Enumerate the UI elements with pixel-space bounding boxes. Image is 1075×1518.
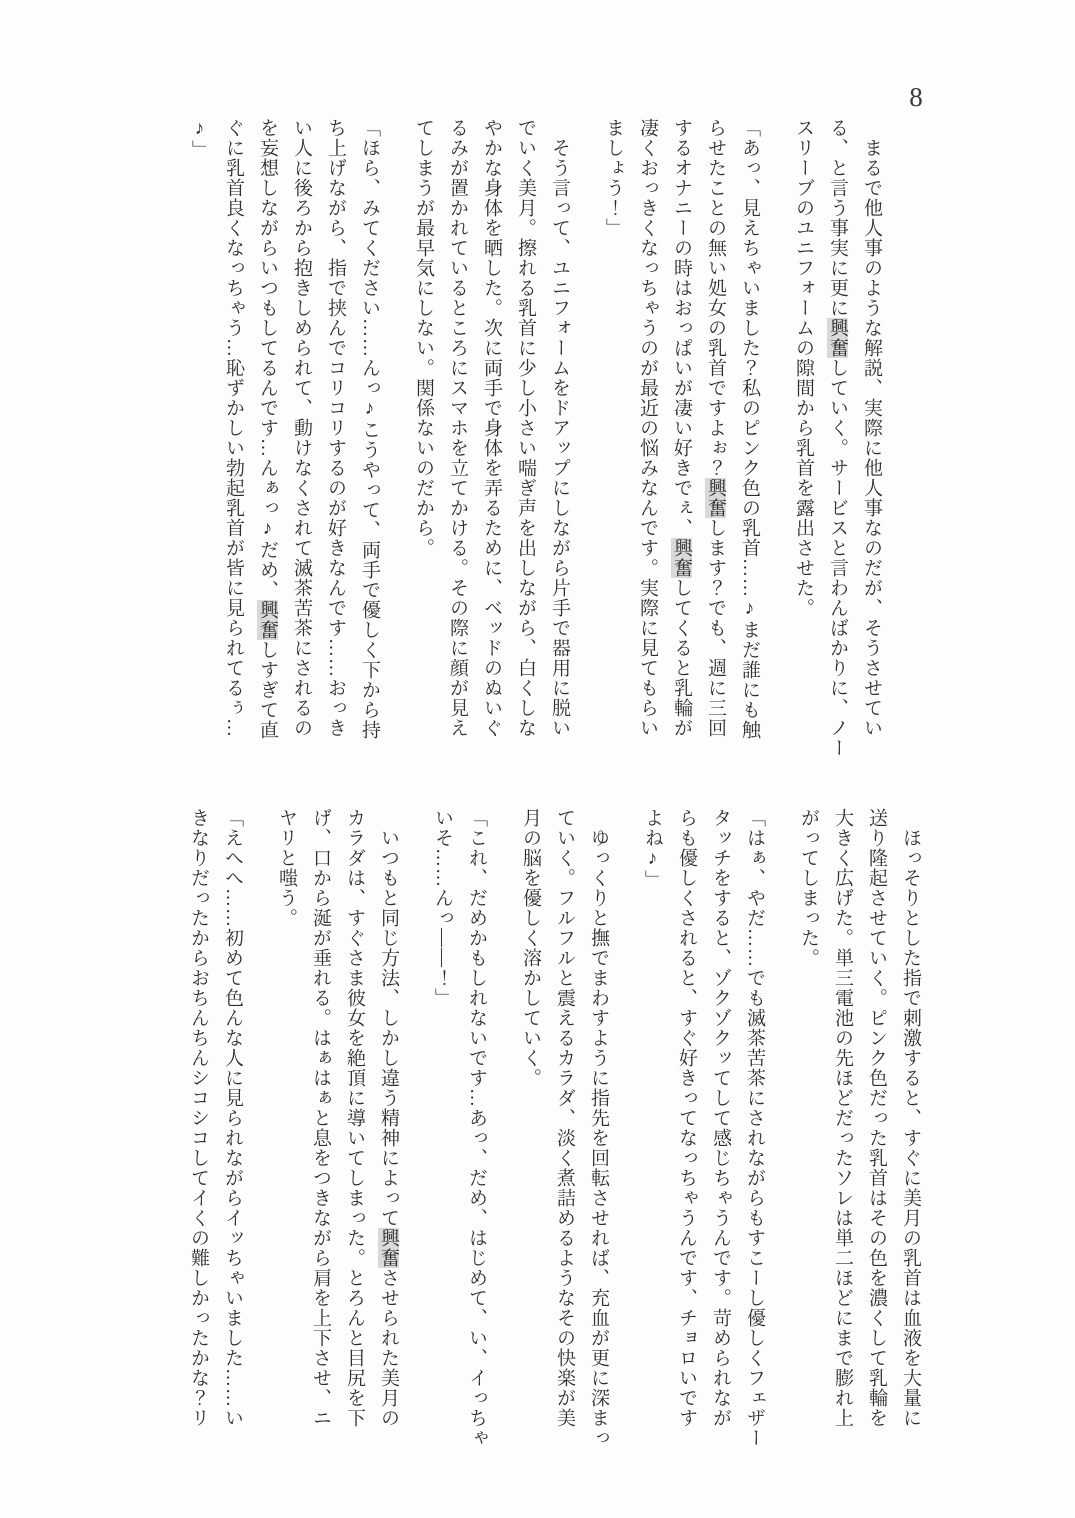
text-line: るみが置かれているところにスマホを立てかける。その際に顔が見え <box>447 118 468 738</box>
paragraph <box>791 808 927 1436</box>
emphasized-word: 興奮 <box>705 478 726 518</box>
text-line: ぐに乳首良くなっちゃう…恥ずかしい勃起乳首が皆に見られてるぅ… <box>223 118 244 738</box>
paragraph <box>513 808 615 1448</box>
text-line: そう言って、ユニフォームをドアップにしながら片手で器用に脱い <box>549 138 570 738</box>
text-line: 大きく広げた。単三電池の先ほどだったソレは単二ほどにまで膨れ上 <box>832 808 853 1428</box>
paragraph <box>425 808 493 1448</box>
text-line: いそ……んっ――！」 <box>432 808 453 1008</box>
paragraph <box>269 808 405 1436</box>
text-line: 「はぁ、やだ……でも滅茶苦茶にされながらもすこーし優しくフェザー <box>744 808 765 1448</box>
text-line: するオナニーの時はおっぱいが凄い好きでぇ、興奮してくると乳輪が <box>671 118 692 738</box>
text-line: まるで他人事のような解説、実際に他人事なのだが、そうさせてい <box>861 138 882 738</box>
text-line: い人に後ろから抱きしめられて、動けなくされて滅茶苦茶にされるの <box>291 118 312 738</box>
text-line: 「ほら、みてください……んっ♪こうやって、両手で優しく下から持 <box>359 118 380 740</box>
text-line: スリーブのユニフォームの隙間から乳首を露出させた。 <box>793 118 814 618</box>
text-line: やかな身体を晒した。次に両手で身体を弄るために、ベッドのぬいぐ <box>481 118 502 738</box>
text-line: がってしまった。 <box>798 808 819 968</box>
text-line: 「えへへ……初めて色んな人に見られながらイッちゃいました……い <box>222 808 243 1428</box>
text-line: 送り隆起させていく。ピンク色だった乳首はその色を濃くして乳輪を <box>866 808 887 1428</box>
text-line: を妄想しながらいつもしてるんです…んぁっ♪だめ、興奮しすぎて直 <box>257 118 278 740</box>
emphasized-word: 興奮 <box>378 1228 399 1268</box>
text-line: 「これ、だめかもしれないです…あっ、だめ、はじめて、い、イっちゃ <box>466 808 487 1448</box>
emphasized-word: 興奮 <box>671 538 692 578</box>
text-line: げ、口から涎が垂れる。はぁはぁと息をつきながら肩を上下させ、ニ <box>310 808 331 1428</box>
text-line: きなりだったからおちんちんシコシコしてイくの難しかったかな？リ <box>188 808 209 1428</box>
text-line: カラダは、すぐさま彼女を絶頂に導いてしまった。とろんと目尻を下 <box>344 808 365 1428</box>
emphasized-word: 興奮 <box>827 318 848 358</box>
text-line: よね♪」 <box>642 808 663 890</box>
paragraph <box>786 118 888 770</box>
text-line: 「あっ、見えちゃいました？私のピンク色の乳首……♪まだ誰にも触 <box>739 118 760 740</box>
text-line: らせたことの無い処女の乳首ですよぉ？興奮します？でも、週に三回 <box>705 118 726 738</box>
text-line: ゆっくりと撫でまわすように指先を回転させれば、充血が更に深まっ <box>588 828 609 1448</box>
text-line: ほっそりとした指で刺激すると、すぐに美月の乳首は血液を大量に <box>900 828 921 1428</box>
paragraph <box>181 808 249 1436</box>
paragraph <box>182 118 386 770</box>
paragraph <box>406 118 576 770</box>
text-line: る、と言う事実に更に興奮していく。サービスと言わんばかりに、ノー <box>827 118 848 758</box>
lower-text-block <box>181 808 927 1448</box>
page-number: 8 <box>909 82 923 112</box>
text-line: いつもと同じ方法、しかし違う精神によって興奮させられた美月の <box>378 828 399 1428</box>
text-line: 月の脳を優しく溶かしていく。 <box>520 808 541 1088</box>
text-line: ましょう！」 <box>603 118 624 238</box>
text-line: ち上げながら、指で挟んでコリコリするのが好きなんです……おっき <box>325 118 346 738</box>
text-line: ヤリと嗤う。 <box>276 808 297 928</box>
text-line: タッチをすると、ゾクゾクッてして感じちゃうんです。苛められなが <box>710 808 731 1428</box>
emphasized-word: 興奮 <box>257 600 278 640</box>
text-line: てしまうが最早気にしない。関係ないのだから。 <box>413 118 434 558</box>
text-line: ♪」 <box>189 118 210 160</box>
text-line: 凄くおっきくなっちゃうのが最近の悩みなんです。実際に見てもらい <box>637 118 658 738</box>
paragraph <box>596 118 766 770</box>
paragraph <box>635 808 771 1448</box>
text-line: ていく。フルフルと震えるカラダ、淡く煮詰めるようなその快楽が美 <box>554 808 575 1428</box>
text-line: らも優しくされると、すぐ好きってなっちゃうんです、チョロいです <box>676 808 697 1428</box>
text-line: でいく美月。擦れる乳首に少し小さい喘ぎ声を出しながら、白くしな <box>515 118 536 738</box>
upper-text-block <box>182 118 888 770</box>
